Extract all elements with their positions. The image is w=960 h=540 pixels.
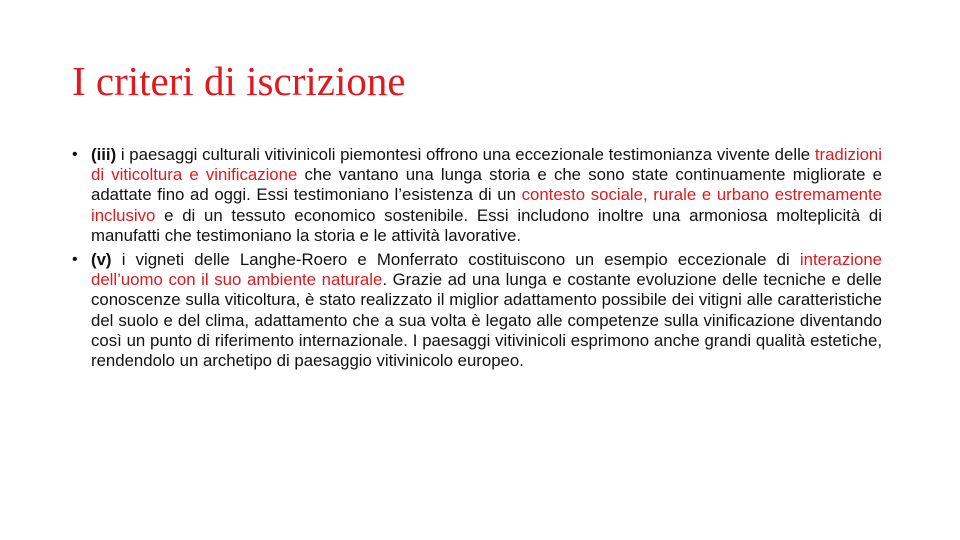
criterion-v-highlight-interaction: interazione dell’uomo con il suo ambiente naturale	[91, 250, 882, 290]
criterion-iii	[72, 145, 882, 246]
criterion-v-text-2: . Grazie ad una lunga e costante evoluzione delle tecniche e delle conoscenze sulla viticoltura, è stato realizzato il miglior adattamento possibile dei vitigni alle caratteristiche del suolo e del clima, adattamento che a sua volta è legato alle competenze sulla vinificazione diventando così un punto di riferimento internazionale. I paesaggi vitivinicoli esprimono anche grandi qualità estetiche, rendendolo un archetipo di paesaggio vitivinicolo europeo.	[91, 270, 882, 371]
criterion-iii-text-1: i paesaggi culturali vitivinicoli piemontesi offrono una eccezionale testimonianza vivente delle	[116, 145, 815, 164]
criterion-iii-text-2: che vantano una lunga storia e che sono state continuamente migliorate e adattate fino ad oggi. Essi testimoniano l’esistenza di un	[91, 165, 882, 205]
criterion-v-label: (v)	[91, 250, 112, 270]
bullet-dot-icon: •	[72, 251, 78, 269]
criterion-iii-highlight-context: contesto sociale, rurale e urbano estremamente inclusivo	[91, 185, 882, 225]
slide-title: I criteri di iscrizione	[72, 58, 406, 104]
bullet-dot-icon: •	[72, 146, 78, 163]
criterion-v	[72, 250, 882, 371]
criterion-iii-label: (iii)	[91, 145, 117, 164]
criterion-iii-text-3: e di un tessuto economico sostenibile. Essi includono inoltre una armoniosa molteplicità di manufatti che testimoniano la storia e le attività lavorative.	[91, 205, 882, 245]
criterion-v-text-1: i vigneti delle Langhe-Roero e Monferrato costituiscono un esempio eccezionale di	[111, 250, 800, 270]
criterion-iii-highlight-traditions: tradizioni di viticoltura e vinificazione	[91, 145, 882, 185]
criteria-list	[72, 145, 882, 375]
